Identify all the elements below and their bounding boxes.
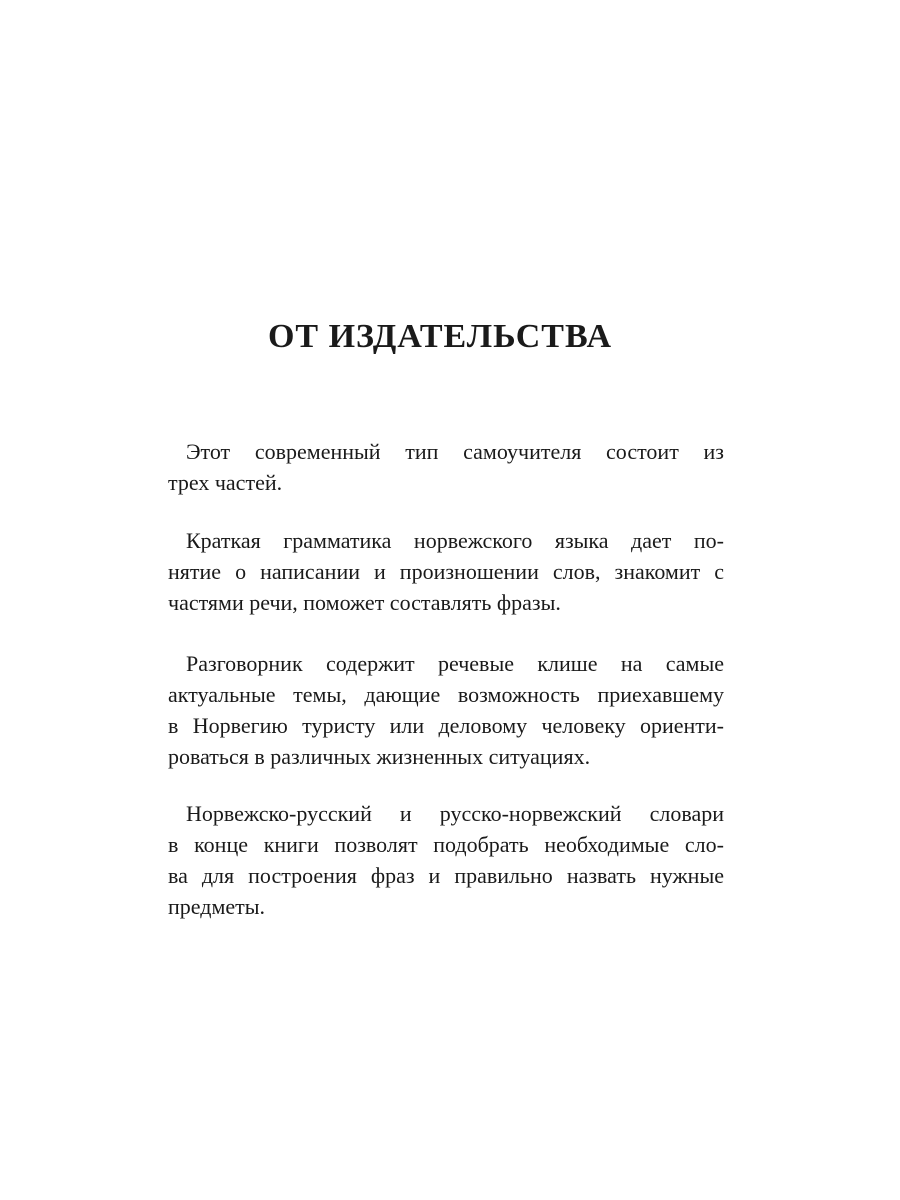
paragraph-line: частями речи, поможет составлять фразы.: [168, 590, 561, 615]
paragraph-line: предметы.: [168, 894, 266, 919]
paragraph-line: актуальные темы, дающие возможность приехавшему: [168, 682, 724, 707]
paragraph-line: в Норвегию туристу или деловому человеку ориенти-: [168, 713, 724, 738]
paragraph-line: Норвежско-русский и русско-норвежский словари: [186, 801, 724, 826]
paragraph-phrasebook: [168, 648, 724, 772]
paragraph-line: в конце книги позволят подобрать необходимые сло-: [168, 832, 724, 857]
paragraph-line: Этот современный тип самоучителя состоит из: [186, 439, 724, 464]
paragraph-line: Разговорник содержит речевые клише на самые: [186, 651, 724, 676]
paragraph-line: роваться в различных жизненных ситуациях.: [168, 744, 591, 769]
paragraph-intro: [168, 436, 724, 498]
paragraph-line: нятие о написании и произношении слов, знакомит с: [168, 559, 724, 584]
page-title: ОТ ИЗДАТЕЛЬСТВА: [267, 318, 613, 355]
paragraph-dictionaries: [168, 798, 724, 922]
paragraph-line: ва для построения фраз и правильно назвать нужные: [168, 863, 724, 888]
paragraph-grammar: [168, 525, 724, 618]
paragraph-line: трех частей.: [168, 470, 283, 495]
paragraph-line: Краткая грамматика норвежского языка дает по-: [186, 528, 724, 553]
